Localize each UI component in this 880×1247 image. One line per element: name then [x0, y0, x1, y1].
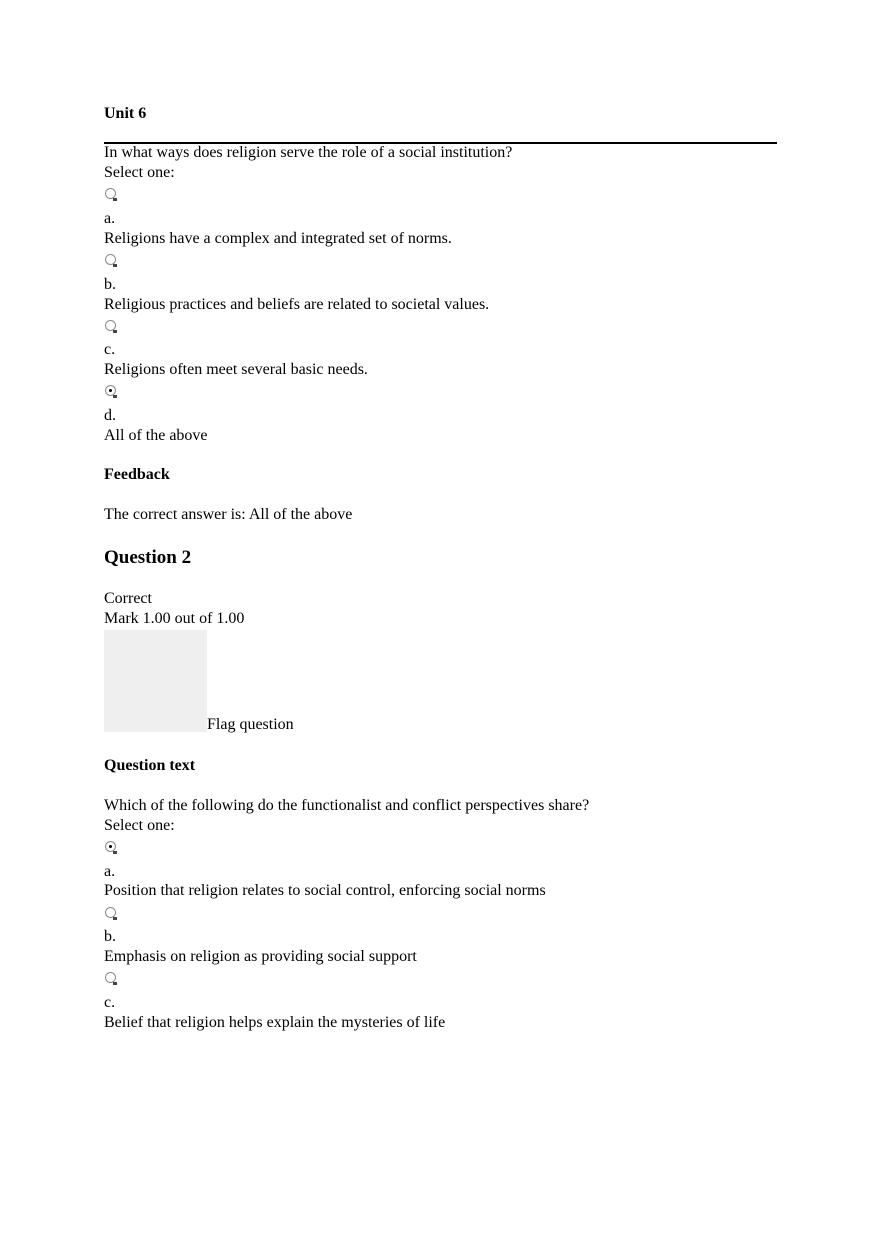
q1-option-c-letter: c.: [104, 341, 116, 358]
q1-option-d-text: All of the above: [104, 427, 208, 444]
q2-status: Correct: [104, 590, 152, 607]
q1-select-label: Select one:: [104, 164, 175, 181]
q2-question-text: Which of the following do the functionalist and conflict perspectives share?: [104, 797, 590, 814]
q1-option-b-radio[interactable]: [105, 254, 116, 265]
q2-option-a-letter: a.: [104, 863, 116, 880]
q2-option-c-letter: c.: [104, 994, 116, 1011]
q1-option-d-radio[interactable]: [105, 385, 116, 396]
q2-option-b-letter: b.: [104, 928, 116, 945]
q2-option-a-text: Position that religion relates to social control, enforcing social norms: [104, 882, 546, 899]
q2-option-c-radio[interactable]: [105, 972, 116, 983]
q1-feedback-text: The correct answer is: All of the above: [104, 506, 353, 523]
flag-icon[interactable]: [104, 630, 207, 732]
q1-option-c-text: Religions often meet several basic needs.: [104, 361, 368, 378]
q1-option-c-radio[interactable]: [105, 320, 116, 331]
q1-feedback-heading: Feedback: [104, 466, 170, 483]
q2-option-c-text: Belief that religion helps explain the mysteries of life: [104, 1014, 446, 1031]
q1-question-text: In what ways does religion serve the role of a social institution?: [104, 144, 513, 161]
q1-option-a-text: Religions have a complex and integrated set of norms.: [104, 230, 452, 247]
unit-title: Unit 6: [104, 105, 147, 122]
flag-question-link[interactable]: Flag question: [207, 716, 294, 733]
q2-option-a-radio[interactable]: [105, 841, 116, 852]
q1-option-b-letter: b.: [104, 276, 116, 293]
q1-option-b-text: Religious practices and beliefs are related to societal values.: [104, 296, 490, 313]
q1-option-d-letter: d.: [104, 407, 116, 424]
q2-heading: Question 2: [104, 547, 192, 568]
q2-mark: Mark 1.00 out of 1.00: [104, 610, 245, 627]
q1-option-a-letter: a.: [104, 210, 116, 227]
q2-option-b-text: Emphasis on religion as providing social support: [104, 948, 417, 965]
q2-select-label: Select one:: [104, 817, 175, 834]
q1-option-a-radio[interactable]: [105, 188, 116, 199]
q2-option-b-radio[interactable]: [105, 907, 116, 918]
q2-question-text-heading: Question text: [104, 757, 196, 774]
